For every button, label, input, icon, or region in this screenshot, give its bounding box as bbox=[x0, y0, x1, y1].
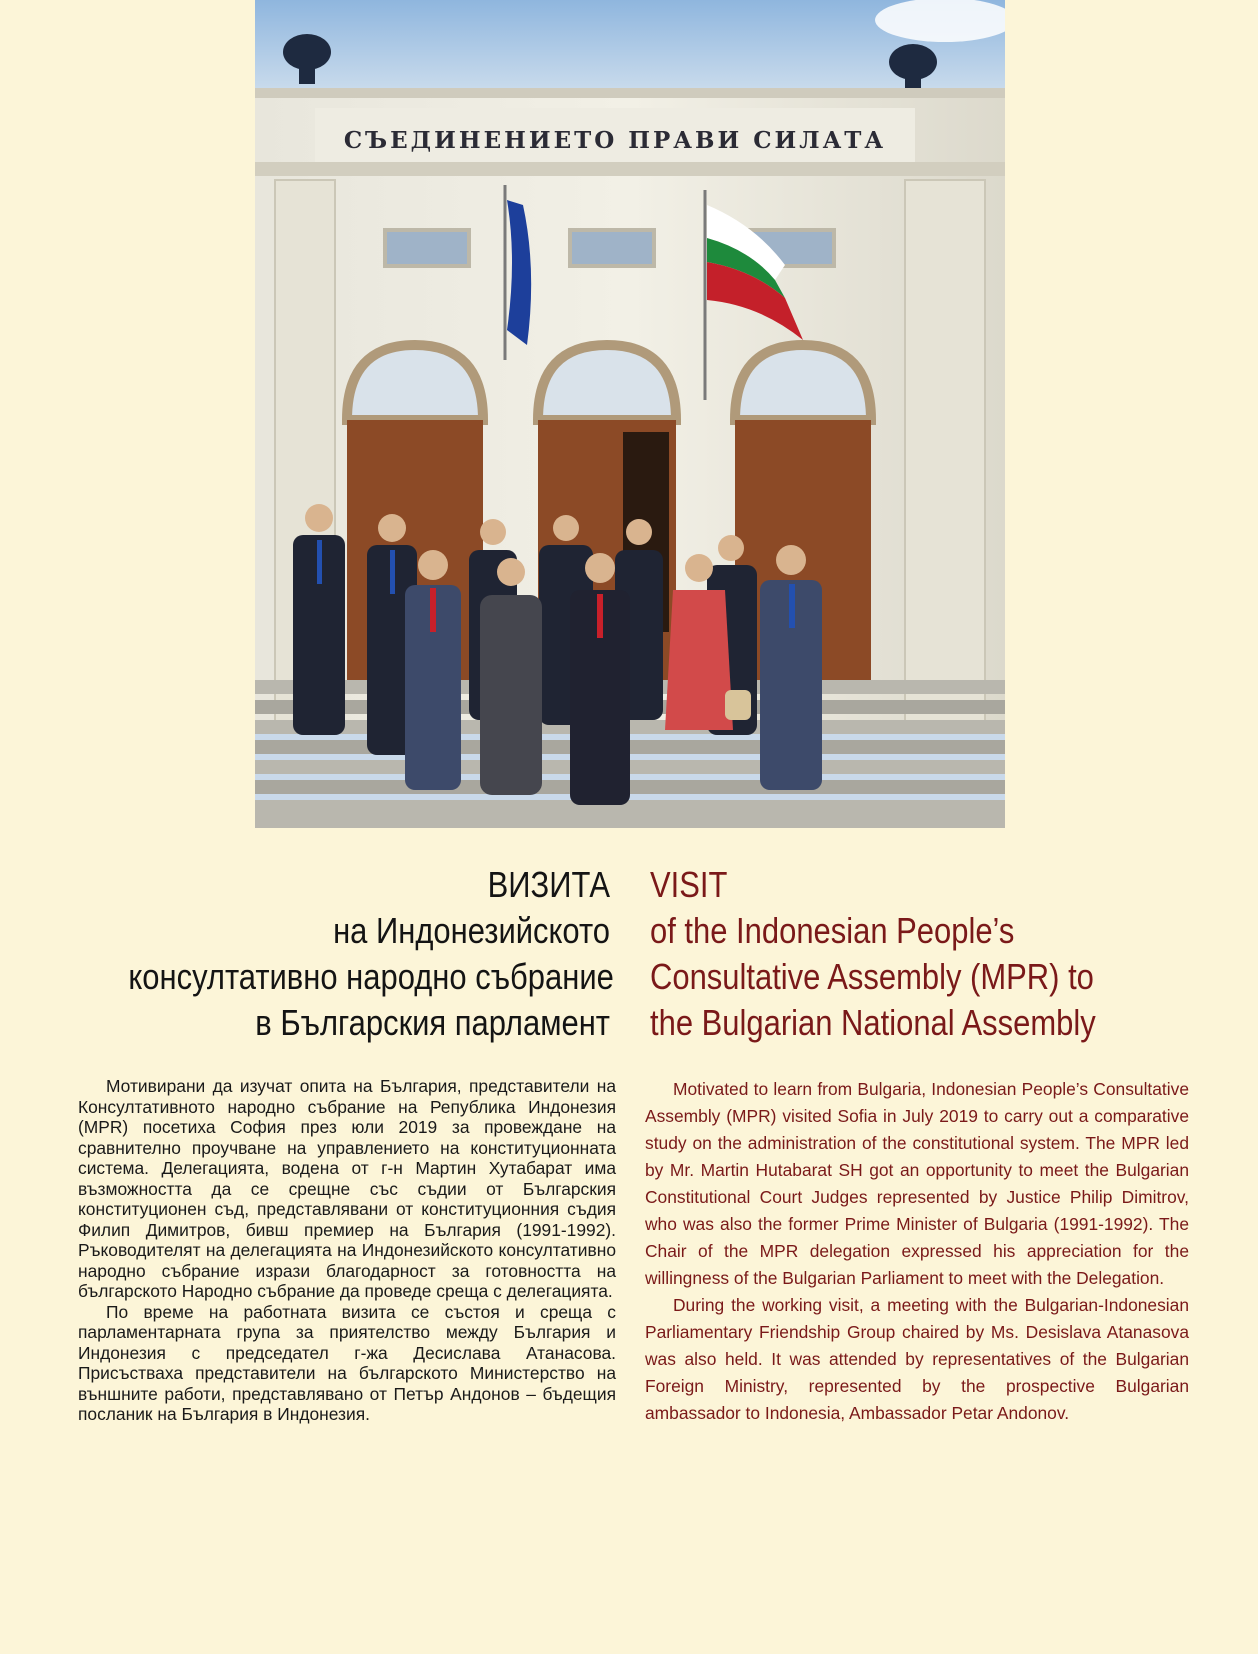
body-english bbox=[645, 1076, 1189, 1427]
building-inscription: СЪЕДИНЕНИЕТО ПРАВИ СИЛАТА bbox=[343, 127, 887, 154]
title-bg-line-3: консултативно народно събрание bbox=[128, 956, 614, 997]
body-bulgarian bbox=[78, 1076, 616, 1425]
body-en-paragraph-2: During the working visit, a meeting with the Bulgarian-Indonesian Parliamentary Friendship Group chaired by Ms. Desislava Atanasova was also held. It was attended by representatives of the Bulgarian Foreign Ministry, represented by the prospective Bulgarian ambassador to Indonesia, Ambassador Petar Andonov. bbox=[645, 1295, 1189, 1423]
title-bulgarian bbox=[128, 862, 614, 1046]
body-en-paragraph-1: Motivated to learn from Bulgaria, Indonesian People’s Consultative Assembly (MPR) visited Sofia in July 2019 to carry out a comparative study on the administration of the constitutional system. The MPR led by Mr. Martin Hutabarat SH got an opportunity to meet the Bulgarian Constitutional Court Judges represented by Justice Philip Dimitrov, who was also the former Prime Minister of Bulgaria (1991-1992). The Chair of the MPR delegation expressed his appreciation for the willingness of the Bulgarian Parliament to meet with the Delegation. bbox=[645, 1079, 1189, 1288]
body-bg-paragraph-1: Мотивирани да изучат опита на България, представители на Консултативното народно събрание на Република Индонезия (MPR) посетиха София през юли 2019 за провеждане на сравнително проучване на управлението на конституционната система. Делегацията, водена от г-н Мартин Хутабарат има възможността да се срещне със съдии от Българския конституционен съд, представлявани от конституционния съдия Филип Димитров, бивш премиер на България (1991-1992). Ръководителят на делегацията на Индонезийското консултативно народно събрание изрази благодарност за готовността на българското Народно събрание да проведе среща с делегацията. bbox=[78, 1076, 616, 1301]
title-bg-line-1: ВИЗИТА bbox=[487, 864, 610, 905]
title-en-line-4: the Bulgarian National Assembly bbox=[650, 1002, 1096, 1043]
title-en-line-3: Consultative Assembly (MPR) to bbox=[650, 956, 1094, 997]
body-bg-paragraph-2: По време на работната визита се състоя и среща с парламентарната група за приятелство между България и Индонезия с председател г-жа Десислава Атанасова. Присъстваха представители на българското Министерство на външните работи, представлявано от Петър Андонов – бъдещия посланик на България в Индонезия. bbox=[78, 1301, 616, 1424]
title-bg-line-4: в Българския парламент bbox=[255, 1002, 610, 1043]
delegation-photo bbox=[255, 0, 1005, 828]
title-en-line-1: VISIT bbox=[650, 864, 728, 905]
title-bg-line-2: на Индонезийското bbox=[333, 910, 610, 951]
title-english bbox=[650, 862, 1200, 1046]
delegation-group bbox=[293, 504, 822, 805]
title-en-line-2: of the Indonesian People’s bbox=[650, 910, 1015, 951]
